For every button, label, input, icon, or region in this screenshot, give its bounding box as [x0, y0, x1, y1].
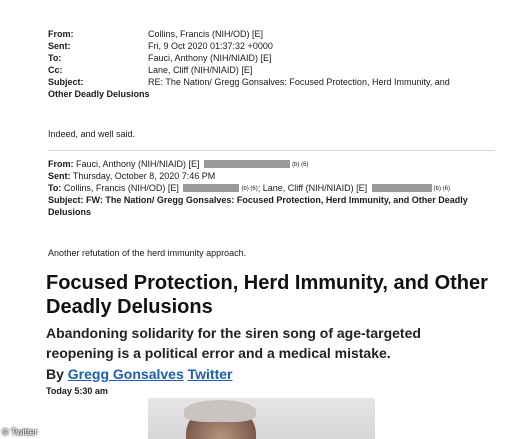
author-hair: [184, 400, 256, 422]
email2-from-label: From:: [48, 159, 74, 169]
email2-subject-line2: Delusions: [48, 207, 92, 217]
email1-sent-label: Sent:: [48, 41, 71, 51]
byline-prefix: By: [46, 366, 64, 382]
email1-subject-line2: Other Deadly Delusions: [48, 89, 150, 99]
article-title-line1: Focused Protection, Herd Immunity, and Other: [46, 272, 488, 294]
article-time: Today 5:30 am: [46, 386, 108, 396]
email1-from-label: From:: [48, 29, 74, 39]
email2-subject-line1: FW: The Nation/ Gregg Gonsalves: Focused Protection, Herd Immunity, and Other Deadly: [86, 195, 468, 205]
email2-subject-label: Subject:: [48, 195, 84, 205]
email2-subject-line: [48, 195, 468, 206]
email-divider: [48, 150, 495, 151]
redaction-box: [183, 184, 239, 192]
redaction-code: (b) (6): [433, 186, 450, 192]
email1-sent-value: Fri, 9 Oct 2020 01:37:32 +0000: [148, 41, 273, 51]
article-title-line2: Deadly Delusions: [46, 296, 213, 318]
author-link[interactable]: Gregg Gonsalves: [67, 366, 184, 382]
email2-to-value-part1: Collins, Francis (NIH/OD) [E]: [63, 183, 179, 193]
email1-to-label: To:: [48, 53, 62, 63]
email2-from-value: Fauci, Anthony (NIH/NIAID) [E]: [76, 159, 200, 169]
redaction-code: (b) (6): [241, 186, 258, 192]
article-byline: [46, 365, 232, 383]
email2-sent-label: Sent:: [48, 171, 71, 181]
email1-subject-label: Subject:: [48, 77, 84, 87]
redaction-box: [204, 160, 290, 168]
email1-subject-line1: RE: The Nation/ Gregg Gonsalves: Focused Protection, Herd Immunity, and: [148, 77, 450, 87]
email2-from-line: [48, 159, 308, 171]
email2-sent-line: [48, 171, 215, 182]
email1-cc-label: Cc:: [48, 65, 63, 75]
email1-from-value: Collins, Francis (NIH/OD) [E]: [148, 29, 264, 39]
email1-body: Indeed, and well said.: [48, 129, 136, 139]
twitter-link[interactable]: Twitter: [187, 366, 233, 382]
twitter-watermark: © Twitter: [2, 427, 38, 437]
email2-body: Another refutation of the herd immunity approach.: [48, 248, 247, 258]
author-photo: [148, 398, 375, 439]
email2-to-line: [48, 183, 450, 195]
article-subtitle-line1: Abandoning solidarity for the siren song of age-targeted: [46, 325, 421, 341]
redaction-box: [372, 184, 432, 192]
redaction-code: (b) (6): [292, 162, 309, 168]
email2-sent-value: Thursday, October 8, 2020 7:46 PM: [72, 171, 216, 181]
email2-to-label: To:: [48, 183, 62, 193]
article-subtitle-line2: reopening is a political error and a medical mistake.: [46, 345, 391, 361]
email1-to-value: Fauci, Anthony (NIH/NIAID) [E]: [148, 53, 272, 63]
email1-cc-value: Lane, Cliff (NIH/NIAID) [E]: [148, 65, 253, 75]
email2-to-value-part2: ; Lane, Cliff (NIH/NIAID) [E]: [257, 183, 368, 193]
